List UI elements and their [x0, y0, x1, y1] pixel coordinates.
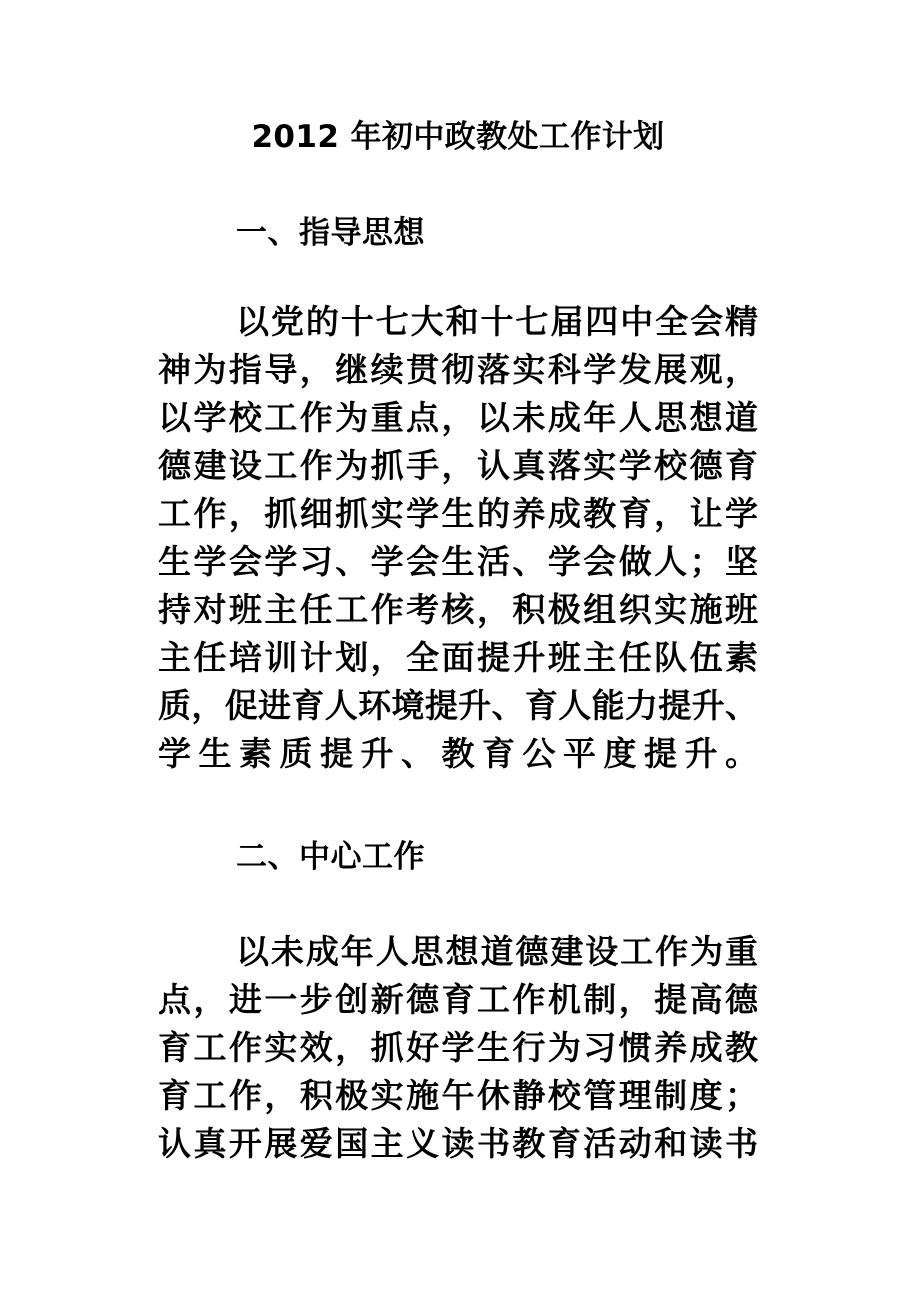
paragraph-line: 以党的十七大和十七届四中全会精 [236, 302, 760, 341]
paragraph-line: 认真开展爱国主义读书教育活动和读书 [158, 1124, 761, 1163]
paragraph-line: 以学校工作为重点，以未成年人思想道 [158, 398, 761, 437]
paragraph-line: 德建设工作为抓手，认真落实学校德育 [158, 446, 761, 485]
paragraph-line: 神为指导，继续贯彻落实科学发展观， [158, 350, 761, 389]
paragraph-line: 点，进一步创新德育工作机制，提高德 [158, 980, 761, 1019]
paragraph-line: 以未成年人思想道德建设工作为重 [236, 932, 760, 971]
paragraph-line: 质，促进育人环境提升、育人能力提升、 [158, 686, 759, 725]
paragraph-line: 育工作，积极实施午休静校管理制度； [158, 1076, 761, 1115]
paragraph-one [158, 298, 766, 778]
paragraph-two [158, 928, 761, 1168]
page-title: 2012 年初中政教处工作计划 [251, 119, 665, 155]
paragraph-line: 工作，抓细抓实学生的养成教育，让学 [158, 494, 761, 533]
paragraph-line: 主任培训计划，全面提升班主任队伍素 [158, 638, 761, 677]
section-heading-one: 一、指导思想 [236, 215, 425, 251]
paragraph-line: 持对班主任工作考核，积极组织实施班 [158, 590, 761, 629]
section-heading-two: 二、中心工作 [236, 839, 425, 875]
paragraph-line: 生学会学习、学会生活、学会做人；坚 [158, 542, 761, 581]
paragraph-line: 育工作实效，抓好学生行为习惯养成教 [158, 1028, 761, 1067]
paragraph-line: 学生素质提升、教育公平度提升。 [158, 734, 766, 773]
